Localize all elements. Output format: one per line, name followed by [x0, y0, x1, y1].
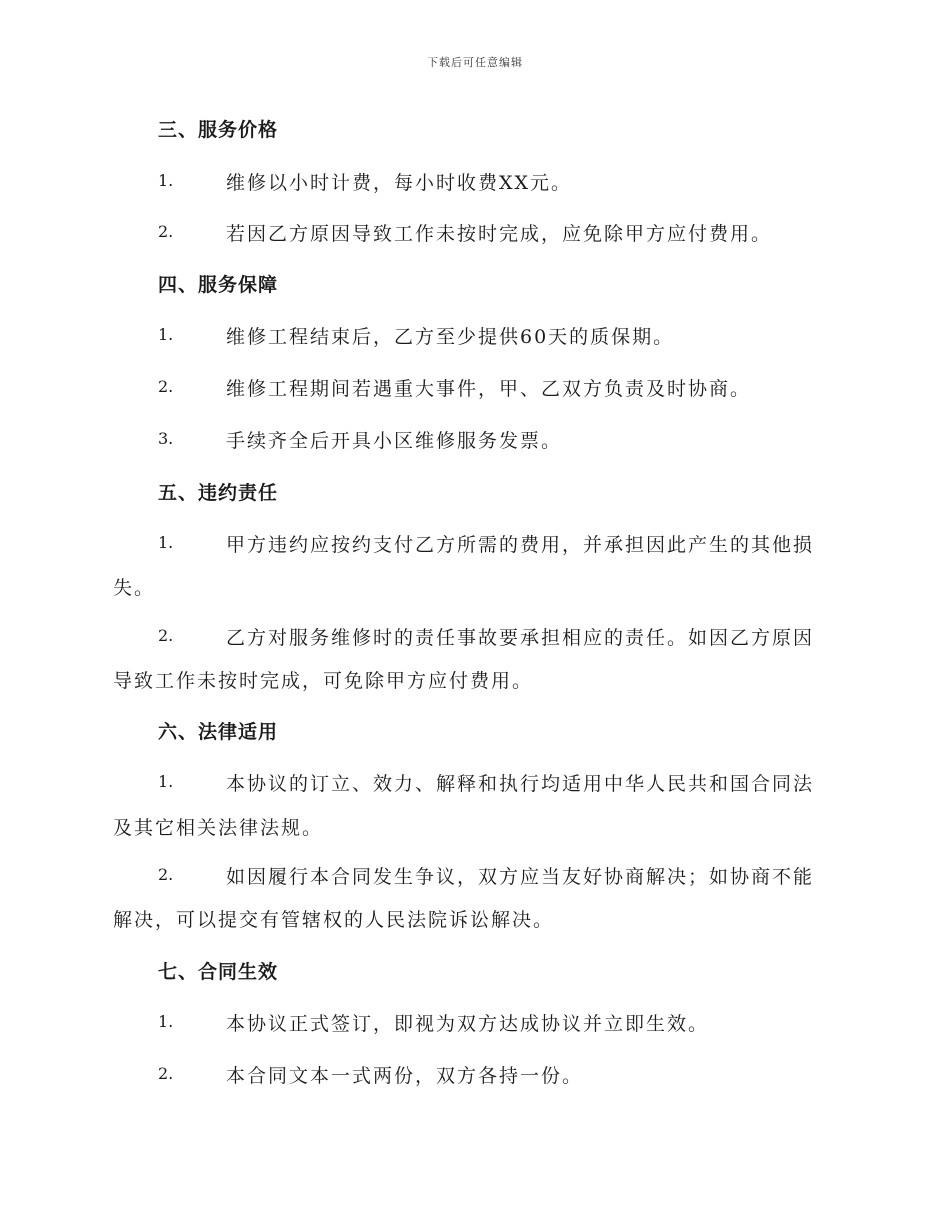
item-number: 1.: [158, 533, 174, 552]
section-heading-guarantee: 四、服务保障: [158, 274, 279, 296]
item-text-continued: 导致工作未按时完成，可免除甲方应付费用。: [113, 670, 534, 692]
item-text: 维修工程结束后，乙方至少提供60天的质保期。: [226, 326, 675, 348]
item-text: 手续齐全后开具小区维修服务发票。: [226, 430, 563, 452]
item-number: 3.: [158, 429, 174, 448]
item-text: 维修以小时计费，每小时收费XX元。: [226, 172, 573, 194]
section-heading-price: 三、服务价格: [158, 119, 279, 141]
item-text: 若因乙方原因导致工作未按时完成，应免除甲方应付费用。: [226, 223, 773, 245]
item-text: 如因履行本合同发生争议，双方应当友好协商解决；如协商不能: [226, 866, 815, 888]
section-heading-law: 六、法律适用: [158, 721, 279, 743]
item-text: 本合同文本一式两份，双方各持一份。: [226, 1065, 584, 1087]
item-text: 维修工程期间若遇重大事件，甲、乙双方负责及时协商。: [226, 378, 752, 400]
section-heading-effect: 七、合同生效: [158, 961, 279, 983]
item-number: 2.: [158, 626, 174, 645]
item-number: 1.: [158, 171, 174, 190]
section-heading-liability: 五、违约责任: [158, 482, 279, 504]
item-text-continued: 解决，可以提交有管辖权的人民法院诉讼解决。: [113, 909, 555, 931]
item-number: 2.: [158, 1064, 174, 1083]
page-header-note: 下载后可任意编辑: [427, 56, 523, 69]
item-text: 本协议正式签订，即视为双方达成协议并立即生效。: [226, 1013, 710, 1035]
item-number: 1.: [158, 1012, 174, 1031]
item-number: 2.: [158, 377, 174, 396]
item-text: 本协议的订立、效力、解释和执行均适用中华人民共和国合同法: [226, 773, 815, 795]
item-number: 2.: [158, 222, 174, 241]
item-text: 甲方违约应按约支付乙方所需的费用，并承担因此产生的其他损: [226, 534, 815, 556]
item-text-continued: 及其它相关法律法规。: [113, 817, 324, 839]
item-number: 1.: [158, 772, 174, 791]
item-number: 2.: [158, 865, 174, 884]
item-number: 1.: [158, 325, 174, 344]
item-text: 乙方对服务维修时的责任事故要承担相应的责任。如因乙方原因: [226, 627, 815, 649]
item-text-continued: 失。: [113, 577, 156, 599]
